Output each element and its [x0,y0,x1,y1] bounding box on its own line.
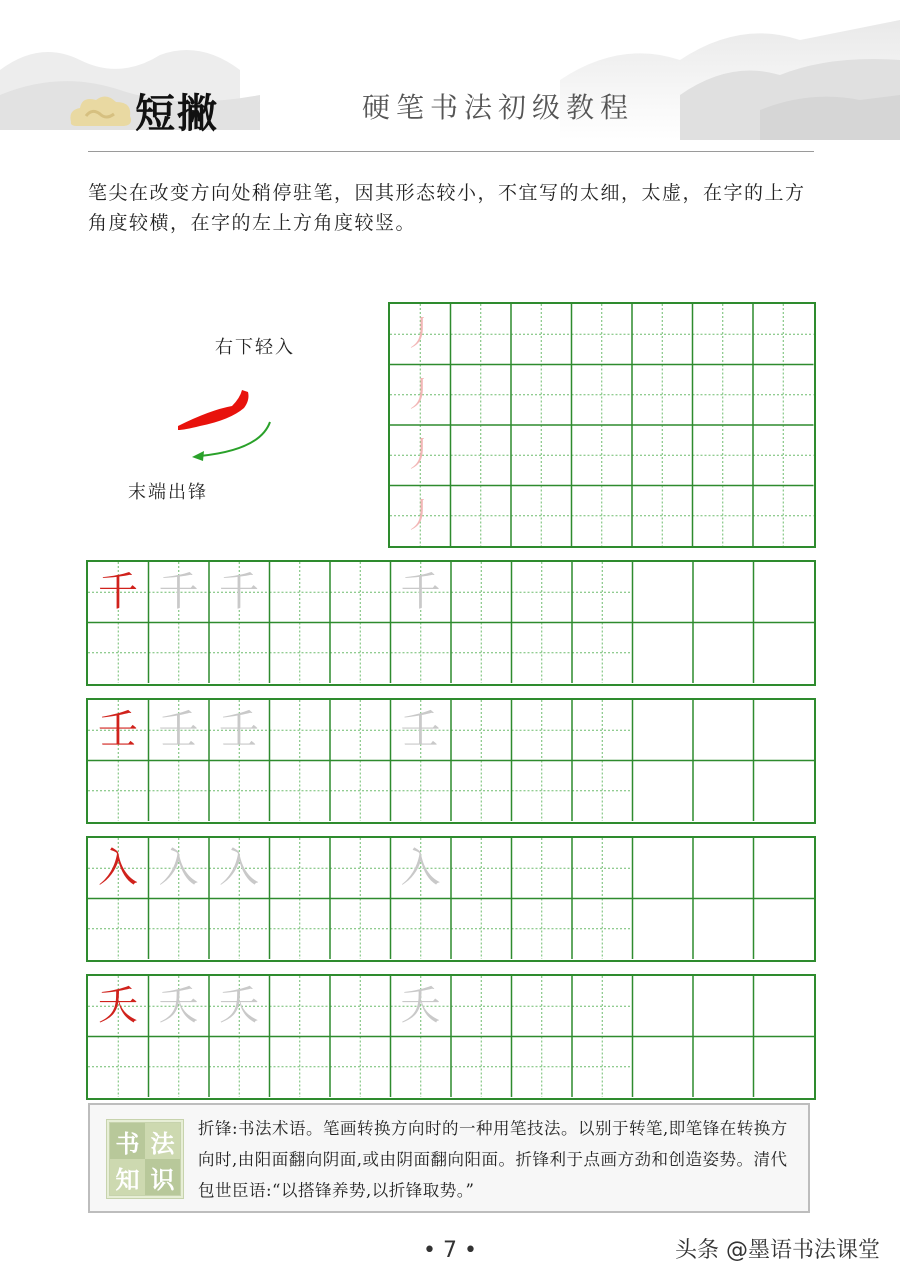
stroke-trace-glyph: 丿 [403,314,437,354]
model-character: 夭 [98,983,138,1029]
page-title: 短撇 [135,91,219,137]
header-divider [88,151,814,152]
page-number: • 7 • [423,1238,477,1263]
stroke-demo-illustration [170,380,290,470]
exit-label: 末端出锋 [128,482,208,503]
seal-char: 识 [145,1159,180,1195]
trace-character: 千 [219,569,259,615]
exit-arrow-curve [200,422,270,456]
grid-lines [390,304,814,546]
trace-character: 入 [400,845,441,891]
seal-char: 书 [110,1123,145,1159]
char-practice-grid-ren [86,698,816,824]
calligraphy-knowledge-box [88,1103,810,1213]
knowledge-text: 折锋:书法术语。笔画转换方向时的一种用笔技法。以别于转笔,即笔锋在转换方向时,由阳面翻向阴面,或由阴面翻向阳面。折锋利于点画方劲和创造姿势。清代包世臣语:“以搭锋养势,以折锋取势。” [198,1119,788,1200]
stroke-trace-glyph: 丿 [403,435,437,475]
trace-character: 千 [400,569,441,615]
seal-char: 法 [145,1123,180,1159]
knowledge-seal-icon [106,1119,184,1199]
char-practice-grid-yao [86,974,816,1100]
char-practice-grid-ru [86,836,816,962]
trace-character: 夭 [400,983,441,1029]
cloud-ornament-icon [66,92,136,130]
trace-character: 夭 [158,983,199,1029]
stroke-practice-grid [388,302,816,548]
stroke-trace-glyph: 丿 [403,495,437,536]
char-practice-grid-qian [86,560,816,686]
watermark: 头条 @墨语书法课堂 [675,1238,880,1263]
series-title: 硬笔书法初级教程 [362,91,635,124]
trace-character: 入 [219,845,259,891]
trace-character: 壬 [400,707,441,753]
trace-character: 入 [158,845,199,891]
trace-character: 壬 [158,707,199,753]
trace-character: 千 [158,569,199,615]
trace-character: 夭 [219,983,259,1029]
model-character: 入 [98,845,138,891]
trace-character: 壬 [219,707,259,753]
stroke-trace-glyph: 丿 [403,374,437,415]
seal-char: 知 [110,1159,145,1195]
arrow-head-icon [192,451,204,461]
short-pie-stroke-shape [178,390,249,430]
entry-label: 右下轻入 [215,337,295,358]
intro-text: 笔尖在改变方向处稍停驻笔，因其形态较小，不宜写的太细，太虚，在字的上方角度较横，在字的左上方角度较竖。 [88,182,806,234]
model-character: 千 [98,569,138,615]
model-character: 壬 [98,707,138,753]
